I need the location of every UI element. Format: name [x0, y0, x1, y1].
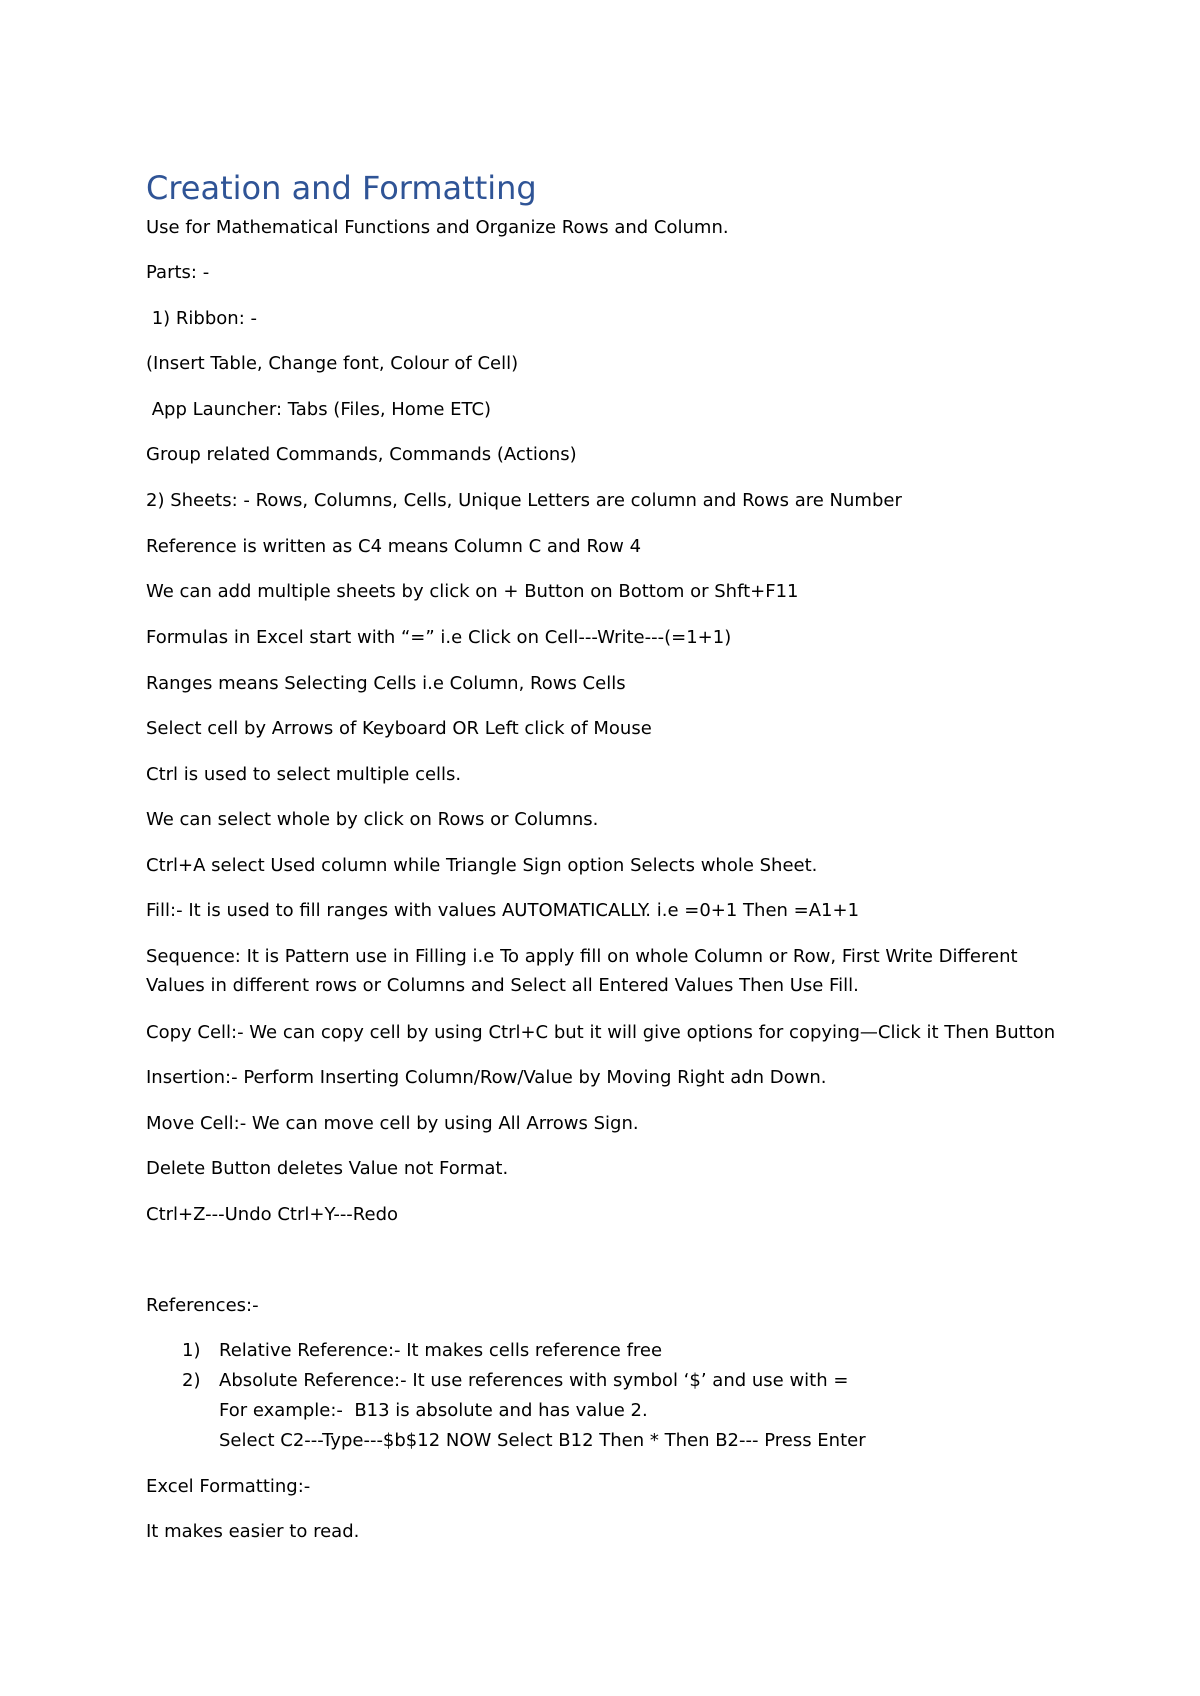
paragraph: Delete Button deletes Value not Format.	[146, 1158, 509, 1179]
list-item	[146, 1366, 866, 1456]
paragraph: Use for Mathematical Functions and Organize Rows and Column.	[146, 217, 729, 238]
paragraph: Ctrl+Z---Undo Ctrl+Y---Redo	[146, 1204, 399, 1225]
paragraph: Excel Formatting:-	[146, 1476, 311, 1497]
list-number: 2)	[182, 1370, 201, 1391]
list-text: Relative Reference:- It makes cells reference free	[219, 1340, 663, 1361]
paragraph: Ranges means Selecting Cells i.e Column, Rows Cells	[146, 673, 626, 694]
paragraph: 2) Sheets: - Rows, Columns, Cells, Unique Letters are column and Rows are Number	[146, 490, 902, 511]
paragraph: 1) Ribbon: -	[146, 308, 257, 329]
paragraph: Move Cell:- We can move cell by using All Arrows Sign.	[146, 1113, 639, 1134]
paragraph: It makes easier to read.	[146, 1521, 360, 1542]
paragraph: Select cell by Arrows of Keyboard OR Left click of Mouse	[146, 718, 652, 739]
list-item	[146, 1336, 866, 1366]
paragraph: Copy Cell:- We can copy cell by using Ctrl+C but it will give options for copying—Click it Then Button	[146, 1022, 1056, 1043]
section-heading: References:-	[146, 1295, 259, 1316]
list-number: 1)	[182, 1340, 201, 1361]
list-text: For example:- B13 is absolute and has value 2.	[219, 1400, 648, 1421]
paragraph: Parts: -	[146, 262, 210, 283]
paragraph: Insertion:- Perform Inserting Column/Row/Value by Moving Right adn Down.	[146, 1067, 827, 1088]
paragraph: Values in different rows or Columns and Select all Entered Values Then Use Fill.	[146, 975, 859, 996]
page-title: Creation and Formatting	[146, 169, 537, 207]
paragraph: (Insert Table, Change font, Colour of Cell)	[146, 353, 519, 374]
paragraph: Sequence: It is Pattern use in Filling i.e To apply fill on whole Column or Row, First Write Different	[146, 946, 1018, 967]
paragraph: We can add multiple sheets by click on + Button on Bottom or Shft+F11	[146, 581, 799, 602]
paragraph: Ctrl+A select Used column while Triangle Sign option Selects whole Sheet.	[146, 855, 818, 876]
paragraph: We can select whole by click on Rows or Columns.	[146, 809, 599, 830]
paragraph: App Launcher: Tabs (Files, Home ETC)	[146, 399, 492, 420]
paragraph: Ctrl is used to select multiple cells.	[146, 764, 462, 785]
paragraph: Reference is written as C4 means Column C and Row 4	[146, 536, 642, 557]
references-list	[146, 1336, 866, 1456]
paragraph: Formulas in Excel start with “=” i.e Click on Cell---Write---(=1+1)	[146, 627, 732, 648]
list-text: Select C2---Type---$b$12 NOW Select B12 Then * Then B2--- Press Enter	[219, 1430, 866, 1451]
paragraph: Fill:- It is used to fill ranges with values AUTOMATICALLY. i.e =0+1 Then =A1+1	[146, 900, 860, 921]
paragraph: Group related Commands, Commands (Actions)	[146, 444, 577, 465]
list-text: Absolute Reference:- It use references with symbol ‘$’ and use with =	[219, 1370, 849, 1391]
